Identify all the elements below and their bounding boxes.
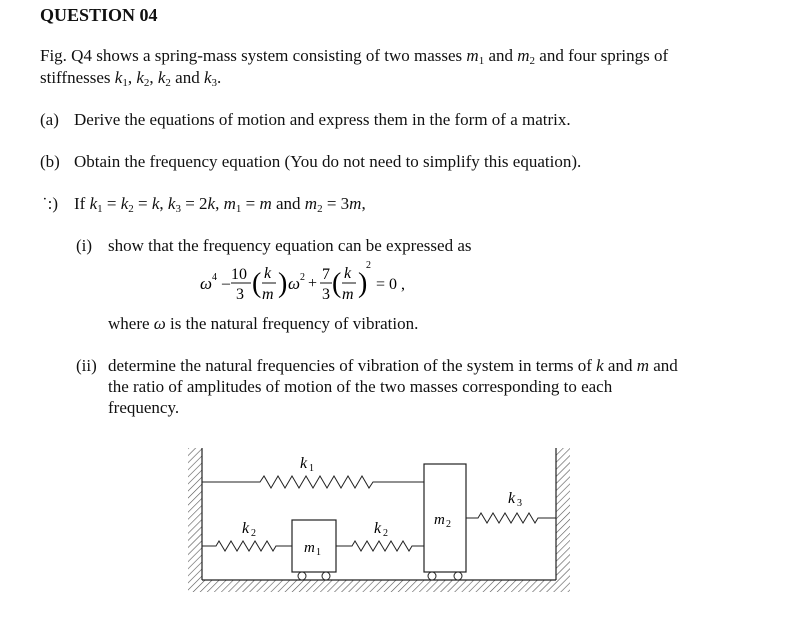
part-c-text: = 2 [180,194,208,213]
part-c-text: and [271,194,305,213]
label-k1-sub: 1 [309,463,314,474]
right-wall [556,448,570,580]
part-b-label: (b) [40,152,60,171]
separator: , [159,194,168,213]
sub-ii-text: and [649,356,678,375]
mass-symbol: m [259,194,272,213]
separator: , [149,68,158,87]
omega-symbol: ω [200,274,213,293]
exponent: 2 [366,260,371,271]
left-paren: ( [252,268,262,299]
subscript: 2 [165,77,171,89]
label-k2-left-sub: 2 [251,528,256,539]
sub-ii-line-2: the ratio of amplitudes of motion of the two masses corresponding to each [108,377,613,396]
stiffness-symbol: k [120,194,129,213]
mass-symbol: m [304,194,318,213]
mass-symbol: m [223,194,236,213]
subscript: 1 [235,203,242,215]
mass-symbol: m [636,356,649,375]
mass-m2 [424,464,466,572]
subscript: 1 [97,203,103,215]
intro-text: Fig. Q4 shows a spring-mass system consisting of two masses [40,46,467,65]
spring-k2-right [336,541,424,551]
mass-m2-wheel-left [428,572,436,580]
where-text: where [108,314,154,333]
mass-symbol: m [517,46,530,65]
ground [188,580,570,592]
sub-i-where [108,314,418,334]
sub-ii-line-1 [108,356,678,376]
sub-ii-text: and [603,356,637,375]
label-k3: k [508,490,516,507]
omega-symbol: ω [153,314,166,333]
stiffness-symbol: k [203,68,212,87]
exponent: 2 [300,272,305,283]
label-m2: m [434,512,445,528]
frequency-equation-svg [198,258,448,308]
plus-sign: + [308,275,318,292]
separator: . [217,68,222,87]
label-m1-sub: 1 [316,547,321,558]
right-paren: ) [278,268,288,299]
separator: , [127,68,137,87]
part-c-label: ˙:) [42,194,59,213]
intro-line-2 [40,68,221,88]
label-k2-right: k [374,520,382,537]
stiffness-symbol: k [114,68,123,87]
mass-m2-wheel-right [454,572,462,580]
part-b-text: Obtain the frequency equation (You do not need to simplify this equation). [74,152,582,171]
part-c-text: If [74,194,90,213]
part-c-text: = [241,194,260,213]
stiffness-symbol: k [151,194,160,213]
spring-k3 [466,513,556,523]
intro-line-1 [40,46,668,66]
m-symbol: m [262,286,274,303]
fraction-numerator: 7 [322,266,330,283]
left-wall [188,448,202,580]
separator: , [215,194,224,213]
label-k3-sub: 3 [517,498,522,509]
mass-symbol: m [349,194,362,213]
sub-ii-line-3: frequency. [108,398,180,417]
stiffness-symbol: k [596,356,604,375]
part-c-text: = [102,194,121,213]
part-c-conditions [74,194,366,214]
label-k2-right-sub: 2 [383,528,388,539]
spring-k2-left [202,541,292,551]
subscript: 2 [143,77,150,89]
omega-symbol: ω [288,274,301,293]
fraction-denominator: 3 [236,286,244,303]
spring-mass-diagram [182,440,577,610]
stiffness-symbol: k [157,68,166,87]
stiffness-symbol: k [167,194,176,213]
subscript: 2 [529,55,536,67]
where-text: is the natural frequency of vibration. [165,314,419,333]
sub-ii-text: determine the natural frequencies of vibration of the system in terms of [108,356,597,375]
intro-text: and [484,46,518,65]
exponent: 4 [212,272,217,283]
stiffness-symbol: k [207,194,216,213]
part-c-text: = 3 [322,194,350,213]
minus-sign: – [222,275,230,292]
fraction-denominator: 3 [322,286,330,303]
spring-k1 [202,476,424,488]
sub-i-text: show that the frequency equation can be expressed as [108,236,472,255]
sub-i-label: (i) [76,236,93,255]
intro-text: and four springs of [535,46,669,65]
label-k1: k [300,455,308,472]
k-symbol: k [344,265,352,282]
subscript: 3 [175,203,181,215]
question-title: QUESTION 04 [40,5,158,25]
fraction-numerator: 10 [231,266,247,283]
intro-text: stiffnesses [40,68,115,87]
part-a-text: Derive the equations of motion and express them in the form of a matrix. [74,110,571,129]
subscript: 1 [478,55,485,67]
mass-m1-wheel-left [298,572,306,580]
stiffness-symbol: k [89,194,98,213]
part-c-text: = [133,194,152,213]
separator: , [361,194,366,213]
k-symbol: k [264,265,272,282]
spring-mass-figure [182,440,577,610]
mass-m1-wheel-right [322,572,330,580]
label-m2-sub: 2 [446,519,451,530]
subscript: 3 [211,77,217,89]
stiffness-symbol: k [136,68,144,87]
mass-symbol: m [466,46,479,65]
right-paren: ) [358,268,368,299]
part-a-label: (a) [40,110,59,129]
frequency-equation [198,258,448,308]
label-m1: m [304,540,315,556]
m-symbol: m [342,286,354,303]
sub-ii-label: (ii) [76,356,97,375]
subscript: 2 [128,203,134,215]
subscript: 2 [317,203,323,215]
left-paren: ( [332,268,342,299]
intro-text: and [170,68,204,87]
equation-rhs: = 0 , [376,276,406,293]
label-k2-left: k [242,520,250,537]
subscript: 1 [122,77,128,89]
